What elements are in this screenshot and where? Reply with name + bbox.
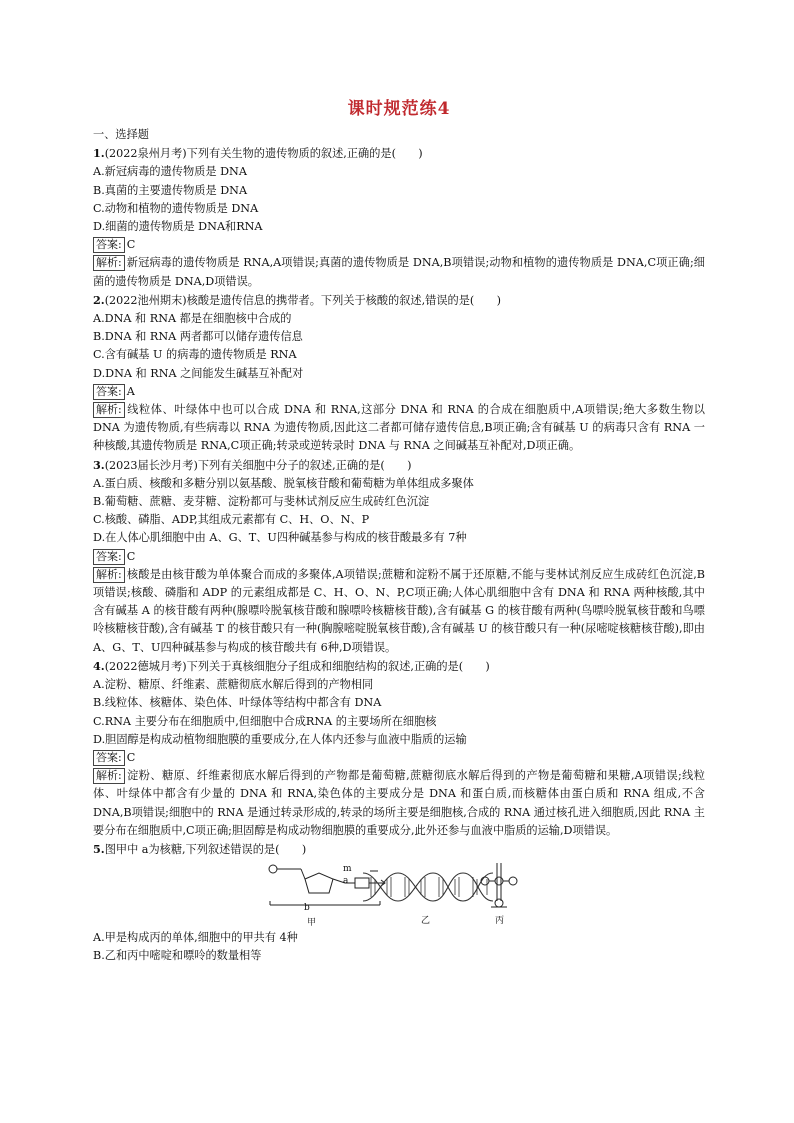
analysis-text: 新冠病毒的遗传物质是 RNA,A项错误;真菌的遗传物质是 DNA,B项错误;动物和植物的遗传物质是 DNA,C项正确;细菌的遗传物质是 DNA,D项错误。 [93,256,705,288]
nucleotide-figure [93,861,705,929]
analysis-text: 淀粉、糖原、纤维素彻底水解后得到的产物都是葡萄糖,蔗糖彻底水解后得到的产物是葡萄糖和果糖,A项错误;线粒体、叶绿体中都含有少量的 DNA 和 RNA,染色体的主要成分是 DNA 和蛋白质,而核糖体由蛋白质和 RNA 组成,不含 DNA,B项错误;细胞中的 RNA 是通过转录形成的,转录的场所主要是细胞核,合成的 RNA 通过核孔进入细胞质,因此 RNA 主要分布在细胞质中,C项正确;胆固醇是构成动物细胞膜的重要成分,此外还参与血液中脂质的运输,D项错误。 [93,769,705,837]
answer-value: C [126,750,136,764]
option-b: B.真菌的主要遗传物质是 DNA [93,183,248,197]
question-3 [93,456,705,657]
question-4 [93,657,705,840]
question-number: 2. [93,292,105,307]
option-a: A.新冠病毒的遗传物质是 DNA [93,165,247,179]
option-c: C.动物和植物的遗传物质是 DNA [93,201,259,215]
question-number: 1. [93,146,105,161]
question-stem: 图甲中 a为核糖,下列叙述错误的是( ) [104,842,307,856]
label-a: a [343,876,349,887]
question-number: 3. [93,457,105,472]
trna-diagram [481,863,517,907]
answer-value: C [126,238,136,252]
option-b: B.乙和丙中嘧啶和嘌呤的数量相等 [93,949,262,963]
analysis-tag: 解析: [93,567,125,583]
option-a: A.淀粉、糖原、纤维素、蔗糖彻底水解后得到的产物相同 [93,678,374,692]
label-m: m [343,864,352,875]
question-number: 4. [93,658,105,673]
page-title: 课时规范练4 [347,99,451,119]
answer-tag: 答案: [93,549,125,565]
option-a: A.甲是构成丙的单体,细胞中的甲共有 4种 [93,931,298,945]
label-jia: 甲 [307,918,317,929]
answer-tag: 答案: [93,750,125,766]
option-a: A.蛋白质、核酸和多糖分别以氨基酸、脱氧核苷酸和葡萄糖为单体组成多聚体 [93,476,474,490]
analysis-text: 线粒体、叶绿体中也可以合成 DNA 和 RNA,这部分 DNA 和 RNA 的合成在细胞质中,A项错误;绝大多数生物以 DNA 为遗传物质,有些病毒以 RNA 为遗传物质,因此这二者都可储存遗传信息,B项正确;含有碱基 U 的病毒只含有 RNA 一种核酸,其遗传物质是 RNA,C项正确;转录或逆转录时 DNA 与 RNA 之间碱基互补配对,D项正确。 [93,403,705,453]
analysis-tag: 解析: [93,768,125,784]
question-stem: (2022泉州月考)下列有关生物的遗传物质的叙述,正确的是( ) [104,147,423,161]
analysis-tag: 解析: [93,402,125,418]
question-5 [93,840,705,966]
label-bing: 丙 [495,916,505,927]
analysis-text: 核酸是由核苷酸为单体聚合而成的多聚体,A项错误;蔗糖和淀粉不属于还原糖,不能与斐林试剂反应生成砖红色沉淀,B项错误;核酸、磷脂和 ADP 的元素组成都是 C、H、O、N、P,C项正确;人体心肌细胞中含有 DNA 和 RNA 两种核酸,其中含有碱基 A 的核苷酸有两种(腺嘌呤脱氧核苷酸和腺嘌呤核糖核苷酸),含有碱基 G 的核苷酸有两种(鸟嘌呤脱氧核苷酸和鸟嘌呤核糖核苷酸),含有碱基 T 的核苷酸只有一种(胸腺嘧啶脱氧核苷酸),含有碱基 U 的核苷酸只有一种(尿嘧啶核糖核苷酸),即由 A、G、T、U四种碱基参与构成的核苷酸共有 6种,D项错误。 [93,567,705,654]
figure-drawing [93,861,705,925]
analysis-tag: 解析: [93,255,125,271]
option-d: D.胆固醇是构成动植物细胞膜的重要成分,在人体内还参与血液中脂质的运输 [93,732,467,746]
answer-tag: 答案: [93,384,125,400]
option-d: D.细菌的遗传物质是 DNA和RNA [93,220,263,234]
section-heading: 一、选择题 [93,128,149,141]
option-b: B.葡萄糖、蔗糖、麦芽糖、淀粉都可与斐林试剂反应生成砖红色沉淀 [93,495,430,509]
option-d: D.DNA 和 RNA 之间能发生碱基互补配对 [93,366,304,380]
option-c: C.RNA 主要分布在细胞质中,但细胞中合成RNA 的主要场所在细胞核 [93,714,437,728]
worksheet-page [93,98,705,966]
option-b: B.线粒体、核糖体、染色体、叶绿体等结构中都含有 DNA [93,696,382,710]
label-b: b [304,903,310,914]
question-stem: (2022德城月考)下列关于真核细胞分子组成和细胞结构的叙述,正确的是( ) [104,659,490,673]
question-number: 5. [93,841,105,856]
option-a: A.DNA 和 RNA 都是在细胞核中合成的 [93,312,292,326]
option-b: B.DNA 和 RNA 两者都可以储存遗传信息 [93,330,303,344]
label-yi: 乙 [421,916,431,927]
option-d: D.在人体心肌细胞中由 A、G、T、U四种碱基参与构成的核苷酸最多有 7种 [93,531,467,545]
double-helix-diagram [363,873,493,901]
question-stem: (2023届长沙月考)下列有关细胞中分子的叙述,正确的是( ) [104,458,412,472]
option-c: C.含有碱基 U 的病毒的遗传物质是 RNA [93,348,297,362]
nucleotide-diagram [269,865,385,905]
question-1 [93,144,705,291]
answer-value: A [126,384,135,398]
option-c: C.核酸、磷脂、ADP,其组成元素都有 C、H、O、N、P [93,513,370,527]
question-stem: (2022池州期末)核酸是遗传信息的携带者。下列关于核酸的叙述,错误的是( ) [104,293,501,307]
answer-tag: 答案: [93,237,125,253]
answer-value: C [126,549,136,563]
question-2 [93,291,705,456]
